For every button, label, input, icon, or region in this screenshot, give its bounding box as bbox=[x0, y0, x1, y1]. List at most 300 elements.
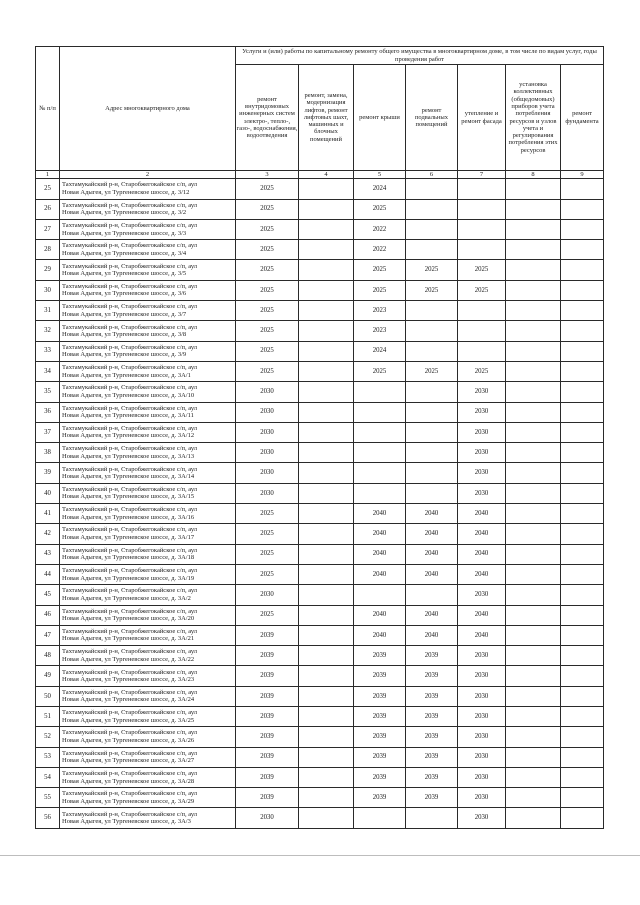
year-cell-c4 bbox=[299, 199, 354, 219]
table-row bbox=[36, 422, 604, 442]
table-row bbox=[36, 504, 604, 524]
year-cell-c4 bbox=[299, 646, 354, 666]
col-header-basement: ремонт подвальных помещений bbox=[406, 65, 458, 171]
table-row bbox=[36, 747, 604, 767]
year-cell-c3: 2030 bbox=[236, 443, 299, 463]
year-cell-c3: 2025 bbox=[236, 240, 299, 260]
year-cell-c5: 2039 bbox=[354, 788, 406, 808]
year-cell-c9 bbox=[561, 321, 604, 341]
year-cell-c8 bbox=[506, 564, 561, 584]
year-cell-c4 bbox=[299, 767, 354, 787]
address-line-1: Тахтамукайский р-н, Старобжегокайское с/п, аул bbox=[62, 384, 198, 392]
year-cell-c3: 2039 bbox=[236, 666, 299, 686]
table-row bbox=[36, 219, 604, 239]
year-cell-c8 bbox=[506, 686, 561, 706]
year-cell-c3: 2025 bbox=[236, 219, 299, 239]
address-line-2: Новая Адыгея, ул Тургеневское шоссе, д. 3А/16 bbox=[62, 513, 195, 521]
year-cell-c4 bbox=[299, 321, 354, 341]
address-cell bbox=[60, 564, 236, 584]
address-line-2: Новая Адыгея, ул Тургеневское шоссе, д. 3А/22 bbox=[62, 655, 195, 663]
year-cell-c6: 2039 bbox=[406, 666, 458, 686]
year-cell-c7: 2030 bbox=[458, 706, 506, 726]
year-cell-c5: 2024 bbox=[354, 179, 406, 199]
address-cell bbox=[60, 321, 236, 341]
year-cell-c6: 2039 bbox=[406, 767, 458, 787]
col-number: 7 bbox=[458, 171, 506, 179]
year-cell-c8 bbox=[506, 382, 561, 402]
year-cell-c6: 2025 bbox=[406, 361, 458, 381]
address-line-2: Новая Адыгея, ул Тургеневское шоссе, д. 3А/3 bbox=[62, 818, 191, 826]
year-cell-c6 bbox=[406, 585, 458, 605]
address-line-2: Новая Адыгея, ул Тургеневское шоссе, д. 3/7 bbox=[62, 310, 187, 318]
address-cell bbox=[60, 625, 236, 645]
year-cell-c7: 2030 bbox=[458, 402, 506, 422]
year-cell-c3: 2030 bbox=[236, 808, 299, 828]
year-cell-c6: 2039 bbox=[406, 646, 458, 666]
year-cell-c4 bbox=[299, 625, 354, 645]
row-number: 32 bbox=[36, 321, 60, 341]
year-cell-c6: 2040 bbox=[406, 524, 458, 544]
table-row bbox=[36, 686, 604, 706]
year-cell-c8 bbox=[506, 585, 561, 605]
year-cell-c5: 2039 bbox=[354, 706, 406, 726]
address-cell bbox=[60, 463, 236, 483]
row-number: 35 bbox=[36, 382, 60, 402]
year-cell-c4 bbox=[299, 564, 354, 584]
address-cell bbox=[60, 179, 236, 199]
row-number: 50 bbox=[36, 686, 60, 706]
year-cell-c4 bbox=[299, 301, 354, 321]
year-cell-c8 bbox=[506, 361, 561, 381]
year-cell-c4 bbox=[299, 605, 354, 625]
row-number: 51 bbox=[36, 706, 60, 726]
address-line-1: Тахтамукайский р-н, Старобжегокайское с/п, аул bbox=[62, 688, 198, 696]
address-line-1: Тахтамукайский р-н, Старобжегокайское с/п, аул bbox=[62, 262, 198, 270]
address-line-1: Тахтамукайский р-н, Старобжегокайское с/п, аул bbox=[62, 506, 198, 514]
year-cell-c8 bbox=[506, 422, 561, 442]
year-cell-c5 bbox=[354, 443, 406, 463]
row-number: 47 bbox=[36, 625, 60, 645]
year-cell-c6: 2040 bbox=[406, 544, 458, 564]
row-number: 42 bbox=[36, 524, 60, 544]
year-cell-c5: 2024 bbox=[354, 341, 406, 361]
table-row bbox=[36, 788, 604, 808]
table-row bbox=[36, 260, 604, 280]
address-line-2: Новая Адыгея, ул Тургеневское шоссе, д. 3А/10 bbox=[62, 391, 195, 399]
row-number: 54 bbox=[36, 767, 60, 787]
address-line-2: Новая Адыгея, ул Тургеневское шоссе, д. 3/4 bbox=[62, 249, 187, 257]
year-cell-c7 bbox=[458, 179, 506, 199]
address-line-1: Тахтамукайский р-н, Старобжегокайское с/п, аул bbox=[62, 404, 198, 412]
address-cell bbox=[60, 301, 236, 321]
year-cell-c9 bbox=[561, 361, 604, 381]
year-cell-c9 bbox=[561, 747, 604, 767]
year-cell-c6 bbox=[406, 321, 458, 341]
year-cell-c7 bbox=[458, 321, 506, 341]
year-cell-c7 bbox=[458, 219, 506, 239]
year-cell-c7: 2040 bbox=[458, 625, 506, 645]
year-cell-c7: 2040 bbox=[458, 504, 506, 524]
capital-repair-table bbox=[35, 46, 604, 829]
address-line-1: Тахтамукайский р-н, Старобжегокайское с/п, аул bbox=[62, 485, 198, 493]
address-cell bbox=[60, 686, 236, 706]
address-cell bbox=[60, 443, 236, 463]
row-number: 44 bbox=[36, 564, 60, 584]
address-line-1: Тахтамукайский р-н, Старобжегокайское с/п, аул bbox=[62, 587, 198, 595]
year-cell-c9 bbox=[561, 443, 604, 463]
year-cell-c6 bbox=[406, 402, 458, 422]
year-cell-c3: 2039 bbox=[236, 747, 299, 767]
year-cell-c3: 2039 bbox=[236, 767, 299, 787]
table-row bbox=[36, 666, 604, 686]
year-cell-c4 bbox=[299, 727, 354, 747]
year-cell-c3: 2025 bbox=[236, 564, 299, 584]
table-row bbox=[36, 240, 604, 260]
address-line-1: Тахтамукайский р-н, Старобжегокайское с/п, аул bbox=[62, 668, 198, 676]
table-row bbox=[36, 443, 604, 463]
table-row bbox=[36, 808, 604, 828]
col-number: 3 bbox=[236, 171, 299, 179]
year-cell-c7: 2030 bbox=[458, 666, 506, 686]
address-line-1: Тахтамукайский р-н, Старобжегокайское с/п, аул bbox=[62, 749, 198, 757]
year-cell-c8 bbox=[506, 483, 561, 503]
year-cell-c8 bbox=[506, 504, 561, 524]
year-cell-c4 bbox=[299, 666, 354, 686]
year-cell-c5: 2025 bbox=[354, 260, 406, 280]
year-cell-c8 bbox=[506, 666, 561, 686]
address-cell bbox=[60, 605, 236, 625]
table-row bbox=[36, 767, 604, 787]
year-cell-c9 bbox=[561, 625, 604, 645]
address-cell bbox=[60, 422, 236, 442]
table-row bbox=[36, 483, 604, 503]
table-row bbox=[36, 625, 604, 645]
table-row bbox=[36, 605, 604, 625]
year-cell-c7: 2025 bbox=[458, 361, 506, 381]
address-cell bbox=[60, 524, 236, 544]
address-line-2: Новая Адыгея, ул Тургеневское шоссе, д. 3/3 bbox=[62, 229, 187, 237]
address-line-2: Новая Адыгея, ул Тургеневское шоссе, д. 3А/26 bbox=[62, 736, 195, 744]
table-row bbox=[36, 341, 604, 361]
year-cell-c6 bbox=[406, 301, 458, 321]
year-cell-c4 bbox=[299, 686, 354, 706]
address-line-2: Новая Адыгея, ул Тургеневское шоссе, д. 3А/21 bbox=[62, 635, 195, 643]
year-cell-c3: 2025 bbox=[236, 544, 299, 564]
address-line-1: Тахтамукайский р-н, Старобжегокайское с/п, аул bbox=[62, 810, 198, 818]
year-cell-c7: 2030 bbox=[458, 686, 506, 706]
table-row bbox=[36, 706, 604, 726]
address-line-1: Тахтамукайский р-н, Старобжегокайское с/п, аул bbox=[62, 425, 198, 432]
year-cell-c5: 2025 bbox=[354, 199, 406, 219]
table-row bbox=[36, 382, 604, 402]
year-cell-c7: 2025 bbox=[458, 260, 506, 280]
year-cell-c8 bbox=[506, 788, 561, 808]
year-cell-c7: 2030 bbox=[458, 463, 506, 483]
year-cell-c3: 2025 bbox=[236, 605, 299, 625]
address-line-2: Новая Адыгея, ул Тургеневское шоссе, д. 3/2 bbox=[62, 209, 187, 217]
row-number: 55 bbox=[36, 788, 60, 808]
year-cell-c8 bbox=[506, 219, 561, 239]
table-row bbox=[36, 179, 604, 199]
year-cell-c8 bbox=[506, 727, 561, 747]
table-row bbox=[36, 321, 604, 341]
year-cell-c5: 2022 bbox=[354, 219, 406, 239]
year-cell-c9 bbox=[561, 686, 604, 706]
address-line-1: Тахтамукайский р-н, Старобжегокайское с/п, аул bbox=[62, 546, 198, 554]
table-row bbox=[36, 585, 604, 605]
row-number: 36 bbox=[36, 402, 60, 422]
year-cell-c4 bbox=[299, 443, 354, 463]
address-line-2: Новая Адыгея, ул Тургеневское шоссе, д. 3А/1 bbox=[62, 371, 191, 379]
year-cell-c5 bbox=[354, 463, 406, 483]
year-cell-c9 bbox=[561, 544, 604, 564]
year-cell-c9 bbox=[561, 260, 604, 280]
year-cell-c7: 2030 bbox=[458, 382, 506, 402]
year-cell-c8 bbox=[506, 301, 561, 321]
address-line-1: Тахтамукайский р-н, Старобжегокайское с/п, аул bbox=[62, 201, 198, 209]
table-row bbox=[36, 280, 604, 300]
year-cell-c7: 2030 bbox=[458, 788, 506, 808]
year-cell-c8 bbox=[506, 605, 561, 625]
address-line-1: Тахтамукайский р-н, Старобжегокайское с/п, аул bbox=[62, 790, 198, 798]
col-number: 5 bbox=[354, 171, 406, 179]
year-cell-c6 bbox=[406, 463, 458, 483]
address-line-1: Тахтамукайский р-н, Старобжегокайское с/п, аул bbox=[62, 648, 198, 656]
col-header-facade: утепление и ремонт фасада bbox=[458, 65, 506, 171]
row-number: 37 bbox=[36, 422, 60, 442]
row-number: 46 bbox=[36, 605, 60, 625]
year-cell-c5: 2025 bbox=[354, 361, 406, 381]
year-cell-c3: 2039 bbox=[236, 646, 299, 666]
year-cell-c5: 2040 bbox=[354, 605, 406, 625]
year-cell-c8 bbox=[506, 260, 561, 280]
column-number-row bbox=[36, 171, 604, 179]
year-cell-c8 bbox=[506, 443, 561, 463]
year-cell-c8 bbox=[506, 240, 561, 260]
year-cell-c3: 2039 bbox=[236, 706, 299, 726]
address-cell bbox=[60, 483, 236, 503]
year-cell-c8 bbox=[506, 706, 561, 726]
address-line-2: Новая Адыгея, ул Тургеневское шоссе, д. 3А/18 bbox=[62, 554, 195, 562]
year-cell-c6 bbox=[406, 199, 458, 219]
address-line-1: Тахтамукайский р-н, Старобжегокайское с/п, аул bbox=[62, 607, 198, 615]
table-row bbox=[36, 544, 604, 564]
year-cell-c5 bbox=[354, 808, 406, 828]
year-cell-c4 bbox=[299, 402, 354, 422]
address-cell bbox=[60, 199, 236, 219]
col-header-meters: установка коллективных (общедомовых) приборов учета потребления ресурсов и узлов учета и регулирования потребления этих ресурсов bbox=[506, 65, 561, 171]
year-cell-c7: 2030 bbox=[458, 422, 506, 442]
address-cell bbox=[60, 727, 236, 747]
row-number: 40 bbox=[36, 483, 60, 503]
row-number: 45 bbox=[36, 585, 60, 605]
table-row bbox=[36, 402, 604, 422]
row-number: 26 bbox=[36, 199, 60, 219]
year-cell-c6: 2039 bbox=[406, 706, 458, 726]
year-cell-c6 bbox=[406, 382, 458, 402]
table-row bbox=[36, 524, 604, 544]
year-cell-c8 bbox=[506, 524, 561, 544]
year-cell-c6: 2040 bbox=[406, 605, 458, 625]
row-number: 48 bbox=[36, 646, 60, 666]
address-cell bbox=[60, 706, 236, 726]
year-cell-c3: 2025 bbox=[236, 341, 299, 361]
year-cell-c4 bbox=[299, 747, 354, 767]
year-cell-c5 bbox=[354, 483, 406, 503]
address-line-1: Тахтамукайский р-н, Старобжегокайское с/п, аул bbox=[62, 222, 198, 230]
year-cell-c9 bbox=[561, 585, 604, 605]
address-line-1: Тахтамукайский р-н, Старобжегокайское с/п, аул bbox=[62, 526, 198, 534]
table-row bbox=[36, 361, 604, 381]
year-cell-c9 bbox=[561, 402, 604, 422]
year-cell-c6 bbox=[406, 443, 458, 463]
address-line-2: Новая Адыгея, ул Тургеневское шоссе, д. 3/8 bbox=[62, 330, 187, 338]
year-cell-c6 bbox=[406, 240, 458, 260]
year-cell-c3: 2030 bbox=[236, 402, 299, 422]
row-number: 43 bbox=[36, 544, 60, 564]
year-cell-c4 bbox=[299, 361, 354, 381]
year-cell-c8 bbox=[506, 341, 561, 361]
year-cell-c7: 2030 bbox=[458, 727, 506, 747]
year-cell-c8 bbox=[506, 199, 561, 219]
year-cell-c3: 2025 bbox=[236, 301, 299, 321]
address-line-1: Тахтамукайский р-н, Старобжегокайское с/п, аул bbox=[62, 709, 198, 717]
year-cell-c4 bbox=[299, 483, 354, 503]
year-cell-c5: 2039 bbox=[354, 686, 406, 706]
year-cell-c7: 2030 bbox=[458, 483, 506, 503]
year-cell-c9 bbox=[561, 524, 604, 544]
year-cell-c9 bbox=[561, 767, 604, 787]
row-number: 29 bbox=[36, 260, 60, 280]
year-cell-c6 bbox=[406, 483, 458, 503]
year-cell-c6: 2039 bbox=[406, 788, 458, 808]
year-cell-c8 bbox=[506, 646, 561, 666]
row-number: 53 bbox=[36, 747, 60, 767]
year-cell-c6: 2039 bbox=[406, 686, 458, 706]
year-cell-c6 bbox=[406, 219, 458, 239]
year-cell-c8 bbox=[506, 463, 561, 483]
address-cell bbox=[60, 219, 236, 239]
row-number: 38 bbox=[36, 443, 60, 463]
year-cell-c7: 2040 bbox=[458, 524, 506, 544]
year-cell-c5: 2023 bbox=[354, 321, 406, 341]
year-cell-c5 bbox=[354, 422, 406, 442]
address-line-2: Новая Адыгея, ул Тургеневское шоссе, д. 3/9 bbox=[62, 351, 187, 359]
address-cell bbox=[60, 402, 236, 422]
row-number: 52 bbox=[36, 727, 60, 747]
row-number: 25 bbox=[36, 179, 60, 199]
year-cell-c4 bbox=[299, 219, 354, 239]
year-cell-c8 bbox=[506, 280, 561, 300]
address-line-1: Тахтамукайский р-н, Старобжегокайское с/п, аул bbox=[62, 567, 198, 575]
year-cell-c6 bbox=[406, 179, 458, 199]
year-cell-c7: 2030 bbox=[458, 767, 506, 787]
year-cell-c6: 2040 bbox=[406, 625, 458, 645]
year-cell-c9 bbox=[561, 666, 604, 686]
year-cell-c4 bbox=[299, 504, 354, 524]
year-cell-c5: 2039 bbox=[354, 767, 406, 787]
address-line-1: Тахтамукайский р-н, Старобжегокайское с/п, аул bbox=[62, 181, 198, 189]
year-cell-c6 bbox=[406, 341, 458, 361]
year-cell-c6: 2025 bbox=[406, 260, 458, 280]
year-cell-c5 bbox=[354, 382, 406, 402]
address-line-2: Новая Адыгея, ул Тургеневское шоссе, д. 3А/20 bbox=[62, 615, 195, 623]
address-line-2: Новая Адыгея, ул Тургеневское шоссе, д. 3А/28 bbox=[62, 777, 195, 785]
table-header bbox=[36, 47, 604, 179]
col-number: 9 bbox=[561, 171, 604, 179]
address-line-1: Тахтамукайский р-н, Старобжегокайское с/п, аул bbox=[62, 364, 198, 372]
year-cell-c3: 2025 bbox=[236, 504, 299, 524]
year-cell-c4 bbox=[299, 463, 354, 483]
table-row bbox=[36, 727, 604, 747]
year-cell-c3: 2025 bbox=[236, 179, 299, 199]
year-cell-c7: 2030 bbox=[458, 443, 506, 463]
year-cell-c7: 2040 bbox=[458, 544, 506, 564]
address-line-1: Тахтамукайский р-н, Старобжегокайское с/п, аул bbox=[62, 770, 198, 778]
address-cell bbox=[60, 544, 236, 564]
row-number: 34 bbox=[36, 361, 60, 381]
year-cell-c3: 2030 bbox=[236, 382, 299, 402]
year-cell-c5: 2022 bbox=[354, 240, 406, 260]
address-cell bbox=[60, 767, 236, 787]
address-line-1: Тахтамукайский р-н, Старобжегокайское с/п, аул bbox=[62, 282, 198, 290]
col-header-roof: ремонт крыши bbox=[354, 65, 406, 171]
year-cell-c7: 2030 bbox=[458, 646, 506, 666]
year-cell-c9 bbox=[561, 564, 604, 584]
address-line-1: Тахтамукайский р-н, Старобжегокайское с/п, аул bbox=[62, 242, 198, 250]
table-row bbox=[36, 199, 604, 219]
year-cell-c5: 2040 bbox=[354, 544, 406, 564]
year-cell-c8 bbox=[506, 402, 561, 422]
year-cell-c9 bbox=[561, 341, 604, 361]
row-number: 49 bbox=[36, 666, 60, 686]
year-cell-c3: 2039 bbox=[236, 625, 299, 645]
table-row bbox=[36, 564, 604, 584]
year-cell-c5: 2039 bbox=[354, 646, 406, 666]
year-cell-c6: 2039 bbox=[406, 747, 458, 767]
row-number: 31 bbox=[36, 301, 60, 321]
year-cell-c4 bbox=[299, 240, 354, 260]
year-cell-c8 bbox=[506, 767, 561, 787]
year-cell-c4 bbox=[299, 706, 354, 726]
year-cell-c3: 2030 bbox=[236, 463, 299, 483]
year-cell-c9 bbox=[561, 219, 604, 239]
address-cell bbox=[60, 280, 236, 300]
year-cell-c7 bbox=[458, 301, 506, 321]
year-cell-c9 bbox=[561, 422, 604, 442]
year-cell-c3: 2030 bbox=[236, 483, 299, 503]
col-header-foundation: ремонт фундамента bbox=[561, 65, 604, 171]
address-cell bbox=[60, 361, 236, 381]
col-number: 8 bbox=[506, 171, 561, 179]
row-number: 28 bbox=[36, 240, 60, 260]
address-cell bbox=[60, 788, 236, 808]
year-cell-c3: 2030 bbox=[236, 585, 299, 605]
year-cell-c8 bbox=[506, 625, 561, 645]
address-line-2: Новая Адыгея, ул Тургеневское шоссе, д. 3А/24 bbox=[62, 696, 195, 704]
year-cell-c6: 2025 bbox=[406, 280, 458, 300]
table-row bbox=[36, 301, 604, 321]
year-cell-c5: 2040 bbox=[354, 504, 406, 524]
year-cell-c6 bbox=[406, 422, 458, 442]
year-cell-c4 bbox=[299, 808, 354, 828]
year-cell-c9 bbox=[561, 605, 604, 625]
year-cell-c4 bbox=[299, 788, 354, 808]
address-line-2: Новая Адыгея, ул Тургеневское шоссе, д. 3А/19 bbox=[62, 574, 195, 582]
year-cell-c3: 2025 bbox=[236, 280, 299, 300]
year-cell-c9 bbox=[561, 382, 604, 402]
year-cell-c8 bbox=[506, 179, 561, 199]
